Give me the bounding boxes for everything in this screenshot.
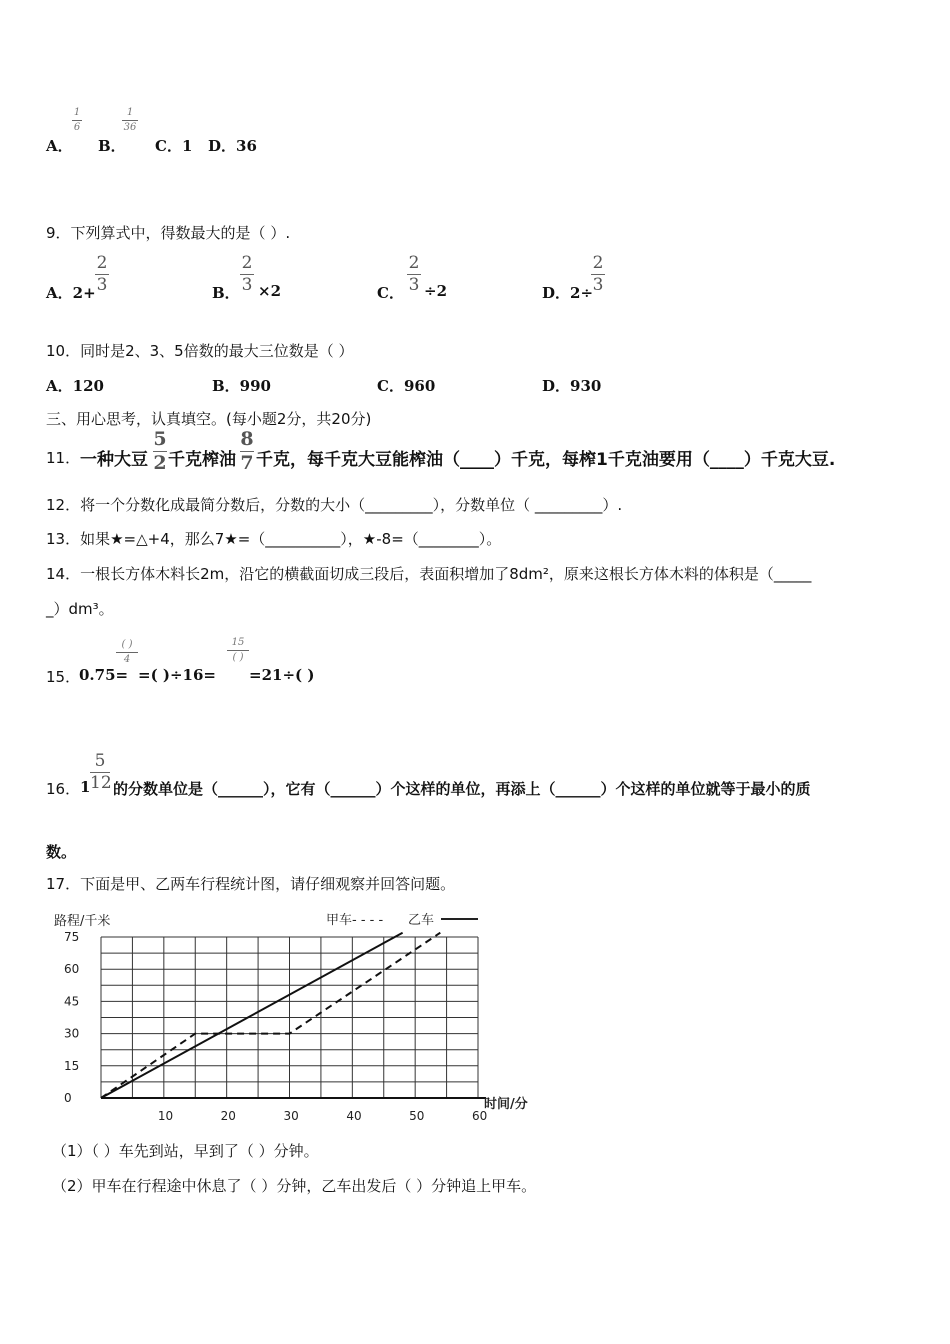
chart-y-tick-label: 75: [64, 930, 80, 944]
q16-text: 的分数单位是（______），它有（______）个这样的单位，再添上（______）个这样的单位就等于最小的质: [113, 780, 811, 798]
q8-fraction-b: 1 36: [123, 107, 137, 133]
q13-text: 13．如果★=△+4，那么7★=（__________），★-8=（________）。: [46, 530, 502, 548]
q8-option-c: C．1: [155, 137, 193, 155]
chart-y-tick-label: 30: [64, 1026, 80, 1041]
q11-part2: 千克榨油: [168, 450, 236, 470]
q16-whole: 1: [80, 778, 91, 796]
chart-ticks: [64, 930, 487, 1123]
chart-y-tick-label: 0: [64, 1091, 72, 1105]
q17-stem: 17．下面是甲、乙两车行程统计图，请仔细观察并回答问题。: [46, 875, 456, 893]
chart-series: [101, 933, 440, 1098]
q15-fraction-2: 15 ( ): [227, 638, 249, 663]
q10-option-d: D．930: [542, 377, 602, 395]
q15-part3: =21÷( ): [249, 666, 315, 684]
q16-number: 16．: [46, 780, 81, 798]
chart-x-tick-label: 10: [157, 1109, 174, 1123]
q10-option-a: A．120: [46, 377, 104, 395]
chart-legend-jia: 甲车- - - -: [326, 913, 384, 928]
chart-xlabel: 时间/分: [484, 1097, 528, 1112]
q9-stem: 9．下列算式中，得数最大的是（ ）.: [46, 224, 291, 242]
q15-part1: 0.75=: [79, 666, 129, 684]
chart-series-yi-line: [101, 933, 403, 1098]
chart-legend-yi: 乙车: [408, 913, 435, 928]
q15-part2: =( )÷16=: [138, 666, 216, 684]
chart-y-tick-label: 60: [64, 962, 80, 977]
q9-fraction-b: 2 3: [241, 253, 253, 295]
q15-number: 15．: [46, 668, 81, 686]
q12-text: 12．将一个分数化成最简分数后，分数的大小（_________），分数单位（ _________）.: [46, 496, 623, 514]
q9-fraction-c: 2 3: [408, 253, 420, 295]
chart-grid: [101, 937, 486, 1098]
chart-x-tick-label: 60: [472, 1109, 488, 1123]
q9-option-d: D．2÷: [542, 284, 594, 302]
q8-option-d: D．36: [208, 137, 257, 155]
chart-y-tick-label: 15: [64, 1058, 80, 1073]
section-heading: 三、用心思考，认真填空。(每小题2分，共20分): [46, 410, 372, 428]
q17-sub2: （2）甲车在行程途中休息了（ ）分钟，乙车出发后（ ）分钟追上甲车。: [52, 1177, 537, 1195]
q9-option-b: B．: [212, 284, 240, 302]
chart-x-tick-label: 20: [220, 1109, 236, 1123]
chart-x-tick-label: 30: [283, 1109, 299, 1123]
q9-fraction-d: 2 3: [592, 253, 604, 295]
q11-part1: 一种大豆: [80, 450, 148, 470]
q15-fraction-1: ( ) 4: [116, 640, 138, 665]
chart-x-tick-label: 40: [346, 1109, 362, 1123]
q9-fraction-a: 2 3: [96, 253, 108, 295]
q11-number: 11．: [46, 449, 81, 467]
q16-line2: 数。: [46, 843, 77, 861]
q9-option-c-tail: ÷2: [424, 282, 448, 300]
q11-fraction-1: 5 2: [153, 428, 167, 474]
chart-ylabel: 路程/千米: [54, 914, 111, 929]
q11-fraction-2: 8 7: [240, 428, 254, 474]
q10-stem: 10．同时是2、3、5倍数的最大三位数是（ ）: [46, 342, 354, 360]
chart-x-tick-label: 50: [409, 1109, 425, 1123]
q10-option-b: B．990: [212, 377, 271, 395]
q9-option-b-tail: ×2: [258, 282, 282, 300]
q16-fraction: 5 12: [90, 751, 112, 793]
chart-series-jia-line: [101, 933, 440, 1098]
q9-option-c: C．: [377, 284, 404, 302]
q14-line1: 14．一根长方体木料长2m，沿它的横截面切成三段后，表面积增加了8dm²，原来这根长方体木料的体积是（_____: [46, 565, 812, 583]
chart-y-tick-label: 45: [64, 994, 80, 1009]
q17-sub1: （1）（ ）车先到站，早到了（ ）分钟。: [52, 1142, 319, 1160]
q11-part3: 千克，每千克大豆能榨油（____）千克，每榨1千克油要用（____）千克大豆.: [256, 450, 836, 470]
q8-option-a: A．: [46, 137, 73, 155]
travel-chart: [46, 905, 546, 1130]
q8-fraction-a: 1 6: [73, 107, 81, 133]
q9-option-a: A．2+: [46, 284, 96, 302]
q8-option-b: B．: [98, 137, 126, 155]
q14-line2: _）dm³。: [46, 600, 114, 618]
q10-option-c: C．960: [377, 377, 436, 395]
